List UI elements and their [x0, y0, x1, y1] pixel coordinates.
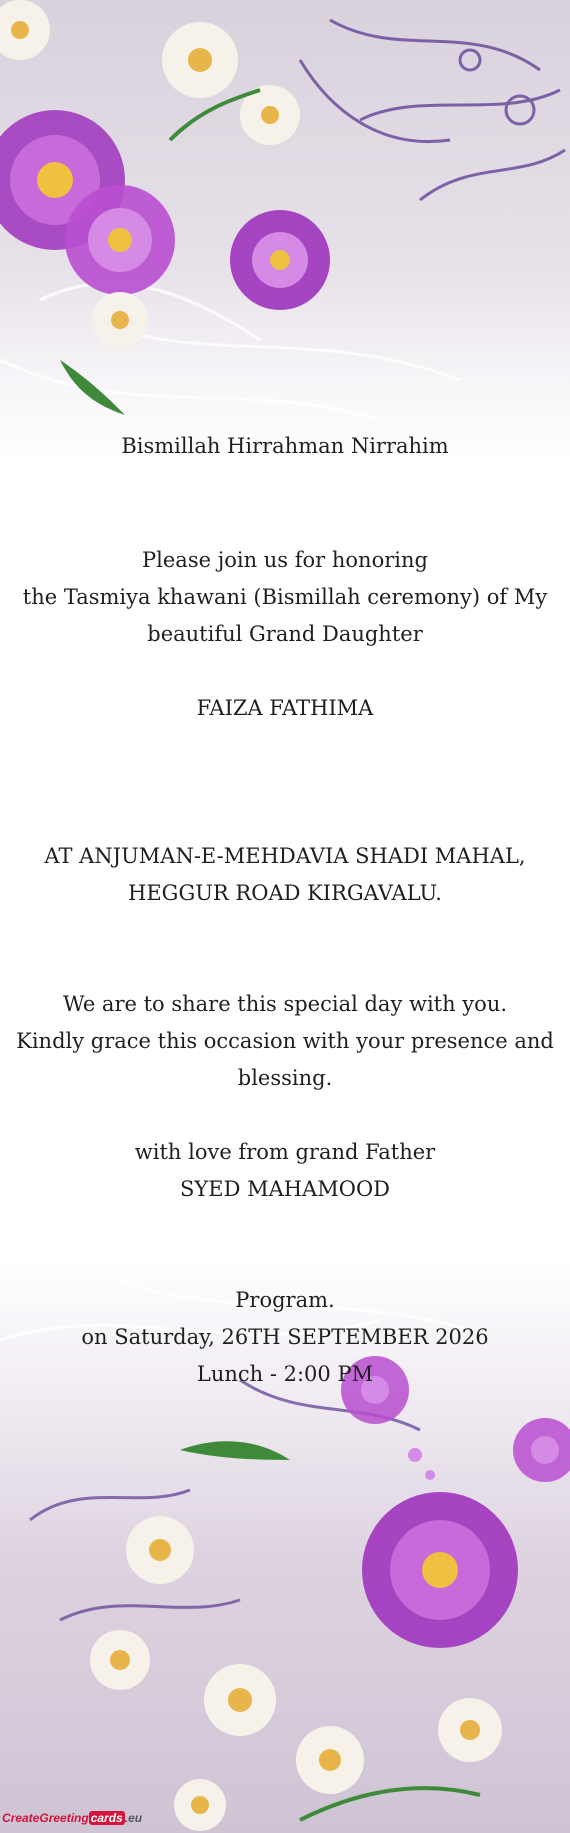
child-name: FAIZA FATHIMA [196, 696, 374, 720]
program-time: Lunch - 2:00 PM [196, 1362, 374, 1386]
watermark-part-1: CreateGreeting [2, 1811, 89, 1825]
share-block [0, 986, 570, 1097]
program-block [0, 1282, 570, 1393]
from-line: with love from grand Father [134, 1140, 436, 1164]
host-name: SYED MAHAMOOD [179, 1177, 390, 1201]
venue-line-1: AT ANJUMAN-E-MEHDAVIA SHADI MAHAL, [44, 844, 526, 868]
share-line-2: Kindly grace this occasion with your presence and [16, 1029, 554, 1053]
venue-block [0, 838, 570, 912]
share-line-3: blessing. [237, 1066, 333, 1090]
child-name-block [0, 690, 570, 727]
program-title: Program. [235, 1288, 335, 1312]
invite-line-3: beautiful Grand Daughter [147, 622, 423, 646]
venue-line-2: HEGGUR ROAD KIRGAVALU. [128, 881, 442, 905]
invite-line-2: the Tasmiya khawani (Bismillah ceremony) of My [22, 585, 548, 609]
share-line-1: We are to share this special day with you. [62, 992, 508, 1016]
watermark-part-3: .eu [124, 1811, 143, 1825]
watermark-logo[interactable] [2, 1806, 142, 1830]
watermark-part-2: cards [90, 1811, 123, 1825]
invite-block [0, 542, 570, 653]
invite-line-1: Please join us for honoring [142, 548, 428, 572]
from-block [0, 1134, 570, 1208]
program-date: on Saturday, 26TH SEPTEMBER 2026 [81, 1325, 489, 1349]
greeting-block [0, 428, 570, 465]
greeting-text: Bismillah Hirrahman Nirrahim [121, 434, 449, 458]
top-floral-decoration [0, 0, 570, 460]
